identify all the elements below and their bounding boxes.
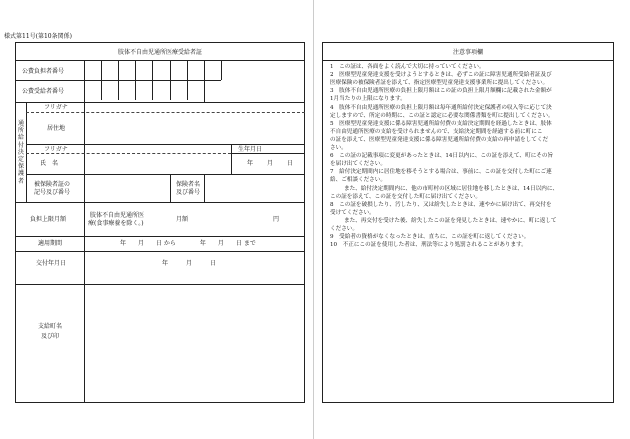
note-line: 8 この証を破損したり、汚したり、又は紛失したときは、速やかに届け出て、再交付を: [330, 201, 552, 208]
period-value: 年 月 日 から 年 月 日 まで: [120, 240, 256, 247]
digit-cell-divider: [118, 80, 119, 100]
digit-cell-divider: [152, 60, 153, 80]
form-number: 様式第11号(第10条関係): [4, 33, 72, 40]
note-line: の証を添えて、医療型児童発達支援に係る障害児通所給付費の支給の再申請をしてくだ: [330, 136, 549, 143]
note-line: を届け出てください。: [330, 161, 386, 168]
birthdate-label: 生年月日: [238, 146, 263, 153]
town-label-1: 支給町名: [37, 323, 63, 330]
vertical-label-char: 通: [17, 120, 24, 127]
note-line: 1月当たりの上限になります。: [330, 96, 406, 103]
note-line: また、給付決定期間内に、他の市町村の区域に居住地を移したときは、14日以内に、: [344, 185, 559, 192]
town-label-2: 及び印: [40, 333, 60, 340]
note-line: 5 医療型児童発達支援に係る障害児通所給付費の支給決定期間を経過したときは、肢体: [330, 120, 552, 127]
note-line: 4 肢体不自由児通所医療の負担上限月額は毎年通所給付決定保護者の収入等に応じて決: [330, 104, 552, 111]
vertical-label: [17, 120, 25, 185]
vertical-label-char: 給: [17, 134, 24, 142]
monthly-label: 月額: [176, 216, 189, 223]
limit-desc-2: 療(食事療養を除く。): [88, 220, 144, 227]
digit-cell-divider: [118, 60, 119, 80]
insured-label-2: 記号及び番号: [34, 189, 71, 196]
note-line: この証を添えて、この証を交付した町に届け出てください。: [330, 193, 481, 200]
note-line: 7 給付決定期間内に居住地を移そうとする場合は、事前に、この証を交付した町にご連: [330, 169, 552, 176]
fold-line: [313, 0, 314, 439]
address-label: 居住地: [47, 125, 66, 132]
vertical-label-char: 定: [17, 156, 24, 164]
vertical-label-char: 付: [17, 141, 24, 149]
issue-label: 交付年月日: [36, 260, 67, 267]
note-line: 不自由児通所医療の支給を受けられませんので、支給決定期間を経過する前に町にこ: [330, 128, 543, 135]
insurer-label-1: 保険者名: [176, 181, 201, 188]
note-line: 9 受給者の資格がなくなったときは、直ちに、この証を町に返してください。: [330, 234, 530, 241]
vertical-label-char: 護: [17, 170, 24, 178]
note-line: 2 医療型児童発達支援を受けようとするときは、必ずこの証に障害児通所受給者証及び: [330, 72, 552, 79]
note-line: さい。: [330, 145, 347, 151]
note-line: 絡、ご相談ください。: [330, 177, 386, 184]
birthdate-value: 年 月 日: [247, 160, 298, 167]
digit-cell-divider: [135, 60, 136, 80]
digit-cell-divider: [101, 60, 102, 80]
digit-cell-divider: [101, 80, 102, 100]
note-line: 医療保険の被保険者証を添えて、指定医療型児童発達支援事業所に提出してください。: [330, 80, 549, 87]
digit-cell-divider: [187, 80, 188, 100]
digit-cell-divider: [170, 60, 171, 80]
insurer-label-2: 及び番号: [176, 189, 201, 196]
issue-value: 年 月 日: [162, 260, 217, 267]
note-line: ください。: [330, 226, 358, 232]
note-line: 3 肢体不自由児通所医療の負担上限月額はこの証の負担上限月額欄に記載された金額が: [330, 88, 552, 95]
digit-cell-end: [204, 80, 205, 102]
vertical-label-char: 者: [17, 177, 24, 185]
furigana-2: フリガナ: [44, 146, 68, 153]
digit-cell-divider: [135, 80, 136, 100]
limit-desc-1: 肢体不自由児通所医: [90, 212, 145, 219]
digit-cell-divider: [187, 60, 188, 80]
digit-cell-divider: [204, 60, 205, 80]
insured-label-1: 被保険者証の: [34, 181, 71, 188]
digit-cell-divider: [170, 80, 171, 100]
limit-label: 負担上限月額: [30, 216, 67, 223]
payer-number-label: 公費負担者番号: [22, 68, 65, 75]
period-label: 適用期間: [38, 240, 63, 247]
yen-label: 円: [273, 216, 280, 223]
name-label: 氏 名: [40, 160, 59, 167]
right-title: 注意事項欄: [452, 49, 484, 56]
note-line: 定しますので、所定の時期に、この証と認定に必要な関係書類を町に提出してください。: [330, 112, 554, 119]
furigana-1: フリガナ: [44, 104, 68, 111]
note-line: 1 この証は、各面をよく読んで大切に持っていてください。: [330, 64, 485, 70]
left-title: 肢体不自由児通所医療受給者証: [117, 49, 203, 56]
digit-cell-divider: [152, 80, 153, 100]
vertical-label-char: 所: [17, 127, 24, 135]
note-line: 受けてください。: [330, 209, 375, 216]
recipient-number-label: 公費受給者番号: [22, 88, 65, 95]
vertical-label-char: 決: [17, 148, 24, 156]
vertical-label-char: 保: [17, 163, 24, 171]
note-line: 6 この証の記載事項に変更があったときは、14日以内に、この証を添えて、町にその旨: [330, 153, 554, 160]
note-line: また、再交付を受けた後、紛失したこの証を発見したときは、速やかに、町に返して: [344, 217, 557, 224]
note-line: 10 不正にこの証を使用した者は、刑法等により処罰されることがあります。: [330, 242, 527, 249]
digit-cell-end: [221, 60, 222, 80]
